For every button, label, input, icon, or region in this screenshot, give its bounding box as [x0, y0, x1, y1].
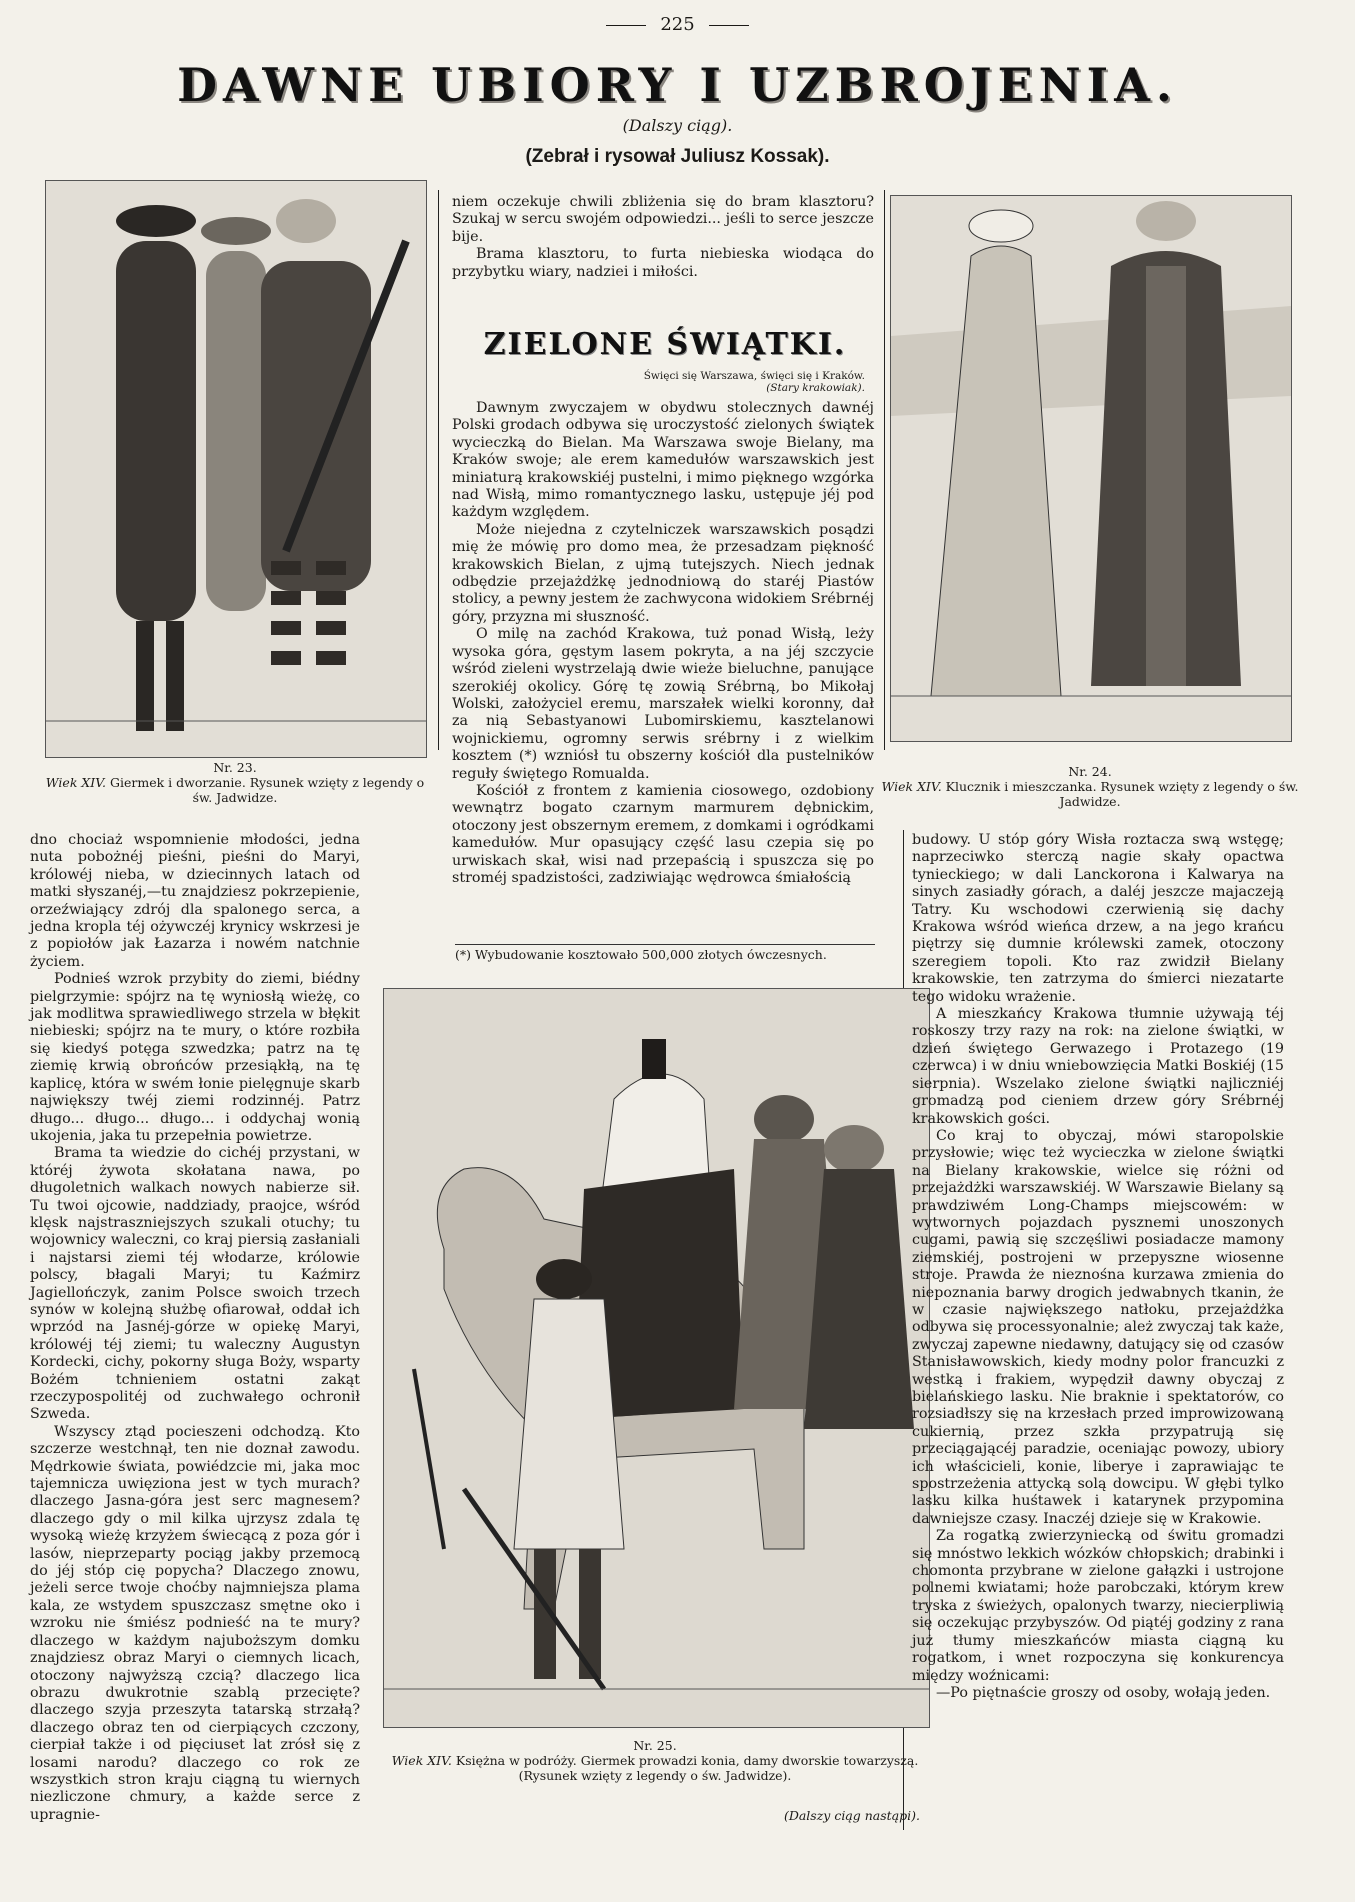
center-column-top: niem oczekuje chwili zbliżenia się do bram klasztoru? Szukaj w sercu swojém odpowiedzi... jeśli to serce jeszcze bije. Brama klasztoru, to furta niebieska wiodąca do przybytku wiary, nadziei i miłości.	[452, 194, 874, 280]
motto: Święci się Warszawa, święci się i Kraków. (Stary krakowiak).	[643, 370, 865, 394]
footnote: (*) Wybudowanie kosztowało 500,000 złotych ówczesnych.	[455, 944, 875, 962]
continued-note: (Dalszy ciąg nastąpi).	[783, 1808, 920, 1823]
figure-24-illustration	[891, 196, 1291, 741]
figure-23-engraving	[45, 180, 427, 758]
figure-24-engraving	[890, 195, 1292, 742]
column-rule-left	[438, 190, 439, 750]
article-title: DAWNE UBIORY I UZBROJENIA.	[177, 58, 1178, 112]
center-column-article: Dawnym zwyczajem w obydwu stolecznych dawnéj Polski grodach odbywa się uroczystość zielonych świątek wycieczką do Bielan. Ma Warszawa swoje Bielany, ma Kraków swoje; ale erem kamedułów warszawskich jest miniaturą krakowskiéj pustelni, i mimo pięknego wzgórka nad Wisłą, mimo romantycznego lasku, ustępuje jéj pod każdym względem. Może niejedna z czytelniczek warszawskich posądzi mię że mówię pro domo mea, że przesadzam piękność krakowskich Bielan, z ujmą tutejszych. Niech jednak odbędzie przejażdżkę jednodniową do staréj Piastów stolicy, a pewny jestem że zachwycona widokiem Srébrnéj góry, przyzna mi słuszność. O milę na zachód Krakowa, tuż ponad Wisłą, leży wysoka góra, gęstym lasem pokryta, a na jéj szczycie wśród zieleni wystrzelają dwie wieże bieluchne, panujące szerokiéj okolicy. Górę tę zowią Srébrną, bo Mikołaj Wolski, założyciel eremu, marszałek wielki koronny, dał za nią Sebastyanowi Lubomirskiemu, kasztelanowi wojnickiemu, ogromny serwis srébrny i z wielkim kosztem (*) wzniósł tu obszerny kościół dla pustelników reguły świętego Romualda. Kościół z frontem z kamienia ciosowego, ozdobiony wewnątrz bogato czarnym marmurem dębnickim, otoczony jest obszernym eremem, z domkami i ogródkami kamedułów. Mur opasujący część lasu czepia się po urwiskach skał, wisi nad przepaścią i spuszcza się po stroméj spadzistości, zadziwiając wędrowca śmiałością	[452, 400, 874, 886]
right-column: budowy. U stóp góry Wisła roztacza swą wstęgę; naprzeciwko sterczą nagie skały opactwa tynieckiego; w dali Lanckorona i Kalwarya na sinych zasiadły górach, a daléj jeszcze majaczeją Tatry. Ku wschodowi czerwienią się dachy Krakowa wśród wieńca drzew, a na jego krańcu piętrzy się dumnie królewski zamek, otoczony szeregiem topoli. Kto raz zwidził Bielany krakowskie, ten zatrzyma do śmierci niezatarte tego widoku wrażenie. A mieszkańcy Krakowa tłumnie używają téj roskoszy trzy razy na rok: na zielone świątki, w dzień świętego Gerwazego i Protazego (19 czerwca) i w dniu wniebowzięcia Matki Boskiéj (15 sierpnia). Wszelako zielone świątki najliczniéj gromadzą pod cieniem drzew góry Srébrnéj krakowskich gości. Co kraj to obyczaj, mówi staropolskie przysłowie; więc też wycieczka w zielone świątki na Bielany krakowskie, wielce się różni od przejażdżki warszawskiéj. W Warszawie Bielany są prawdziwém Long-Champs miejscowém: w wytwornych pojazdach pysznemi unoszonych cugami, pawią się szczęśliwi posiadacze mamony ziemskiéj, postrojeni w przepyszne wiosenne stroje. Prawda że nieznośna kurzawa zmienia do niepoznania barwy drogich jedwabnych tkanin, że w czasie największego natłoku, przejażdżka odbywa się processyonalnie; ależ zwyczaj tak każe, zwyczaj zapewne niedawny, datujący się od czasów Stanisławowskich, kiedy modny polor francuzki z westką i frakiem, wypędził dawny obyczaj z bielańskiego lasku. Nie braknie i spektatorów, co rozsiadłszy się na krzesłach przed improwizowaną cukiernią, przez szkła przypatrują się przeciągającéj paradzie, oceniając powozy, ubiory ich właścicieli, konie, liberye i zaprawiając te spostrzeżenia attycką solą dowcipu. W głębi tylko lasku kilka huśtawek i katarynek przypomina dawniejsze czasy. Inaczéj dzieje się w Krakowie. Za rogatką zwierzyniecką od świtu gromadzi się mnóstwo lekkich wózków chłopskich; drabinki i chomonta przybrane w zielone gałązki i ustrojone polnemi kwiatami; hoże parobczaki, którym krew tryska z świeżych, opalonych twarzy, niecierpliwią się oczekując przybyszów. Od piątéj godziny z rana już tłumy mieszkańców miasta ciągną ku rogatkom, i wnet rozpoczyna się konkurencya między woźnicami: —Po piętnaście groszy od osoby, wołają jeden.	[912, 832, 1284, 1701]
byline: (Zebrał i rysował Juliusz Kossak).	[525, 146, 830, 167]
page-number: 225	[0, 14, 1355, 35]
section-heading-zielone-swiatki: ZIELONE ŚWIĄTKI.	[483, 327, 847, 362]
left-column: dno chociaż wspomnienie młodości, jedna nuta pobożnéj pieśni, pieśni do Maryi, królowéj nieba, w dziecinnych latach od matki słyszanéj,—tu znajdziesz pokrzepienie, orzeźwiający zdrój dla spalonego serca, a jedna kropla téj ożywczéj krynicy wskrzesi je z popiołów jak Łazarza i nowém natchnie życiem. Podnieś wzrok przybity do ziemi, biédny pielgrzymie: spójrz na tę wyniosłą wieżę, co jak modlitwa sprawiedliwego strzela w błękit niebieski; spójrz na te mury, o które rozbiła się kiedyś potęga szwedzka; patrz na tę ziemię krwią obrońców przesiąkłą, na tę kaplicę, która w swém łonie pielęgnuje skarb największy twéj ziemi rodzinnéj. Patrz długo... długo... długo... i oddychaj wonią ukojenia, jaka tu przepełnia powietrze. Brama ta wiedzie do cichéj przystani, w któréj żywota skołatana nawa, po długoletnich walkach nowych nabierze sił. Tu twoi ojcowie, naddziady, praojce, wśród klęsk najstraszniejszych szukali otuchy; tu wojownicy waleczni, co kraj piersią zasłaniali i najstarsi ziemi téj włodarze, królowie polscy, błagali Maryi; tu Kaźmirz Jagiellończyk, zanim Polsce swoich trzech synów w kolejną służbę ofiarował, oddał ich wprzód na Jasnéj-górze w opiekę Maryi, królowéj téj ziemi; tu waleczny Augustyn Kordecki, cichy, pokorny sługa Boży, wsparty Bożém tchnieniem ostatni zakąt rzeczypospolitéj od zuchwałego ochronił Szweda. Wszyscy ztąd pocieszeni odchodzą. Kto szczerze westchnął, ten nie doznał zawodu. Mędrkowie świata, powiédzcie mi, jaka moc tajemnicza uwięziona jest w tych murach? dlaczego Jasna-góra jest serc magnesem? dlaczego gdy o mil kilka ujrzysz zdala tę wysoką wieżę krzyżem świecącą z poza gór i lasów, nieprzeparty pociąg jakby przemocą do jéj stóp cię popycha? Dlaczego znowu, jeżeli serce twoje choćby najmniejsza plama kala, ze wstydem spuszczasz smętne oko i wzroku nie śmiész podnieść na te mury? dlaczego w każdym najuboższym domku znajdziesz obraz Maryi o ciemnych licach, otoczony najwyższą czcią? dlaczego lica obrazu dwukrotnie szablą przecięte? dlaczego szyja przeszyta tatarską strzałą? dlaczego obraz ten od cierpiących czczony, cierpiał także i od pięciuset lat zrósł się z losami narodu? dlaczego co rok ze wszystkich stron kraju ciągną tu wiernych niezliczone chmury, a każde serce z upragnie-	[30, 832, 360, 1823]
figure-25-engraving	[383, 988, 930, 1728]
column-rule-right	[884, 190, 885, 750]
figure-23-caption: Nr. 23. Wiek XIV. Giermek i dworzanie. Rysunek wzięty z legendy o św. Jadwidze.	[45, 760, 425, 805]
continued-label: (Dalszy ciąg).	[622, 116, 733, 135]
figure-23-illustration	[46, 181, 426, 757]
figure-24-caption: Nr. 24. Wiek XIV. Klucznik i mieszczanka. Rysunek wzięty z legendy o św. Jadwidze.	[881, 764, 1299, 809]
figure-25-illustration	[384, 989, 929, 1727]
figure-25-caption: Nr. 25. Wiek XIV. Księżna w podróży. Giermek prowadzi konia, damy dworskie towarzyszą. (Rysunek wzięty z legendy o św. Jadwidze).	[391, 1738, 919, 1783]
